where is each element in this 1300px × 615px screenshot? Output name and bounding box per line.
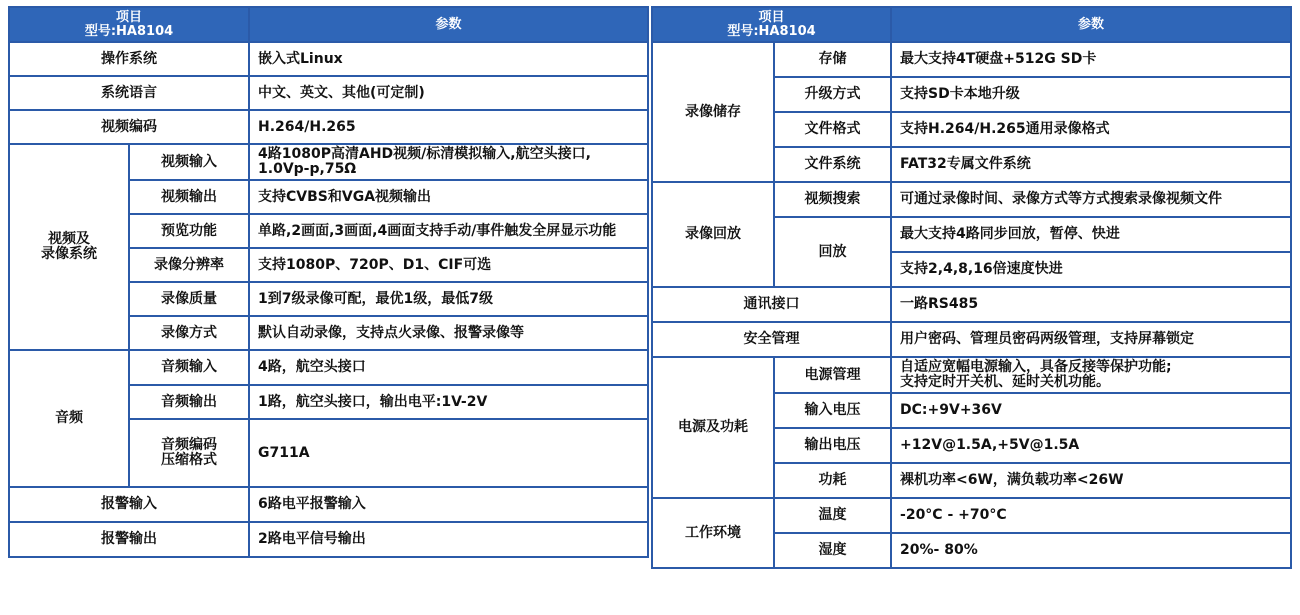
- table-row: [652, 42, 1291, 77]
- table-row: [9, 144, 648, 180]
- row-value: 一路RS485: [891, 287, 1291, 322]
- header-model-label: 型号:HA8104: [727, 23, 816, 39]
- row-label: 湿度: [774, 533, 891, 568]
- header-param-cell: 参数: [249, 7, 648, 42]
- table-row: [652, 498, 1291, 533]
- row-label: 存储: [774, 42, 891, 77]
- group-label-video: [9, 144, 129, 350]
- row-value: G711A: [249, 419, 648, 487]
- row-label: 预览功能: [129, 214, 249, 248]
- row-label: 输入电压: [774, 393, 891, 428]
- row-value: -20°C - +70°C: [891, 498, 1291, 533]
- row-value: 20%- 80%: [891, 533, 1291, 568]
- row-label: 视频编码: [9, 110, 249, 144]
- row-value: 支持2,4,8,16倍速度快进: [891, 252, 1291, 287]
- header-row: [9, 7, 648, 42]
- row-value: 用户密码、管理员密码两级管理，支持屏幕锁定: [891, 322, 1291, 357]
- row-label: 操作系统: [9, 42, 249, 76]
- row-value: 支持CVBS和VGA视频输出: [249, 180, 648, 214]
- header-item-cell: [9, 7, 249, 42]
- table-row: [9, 42, 648, 76]
- row-value: 可通过录像时间、录像方式等方式搜索录像视频文件: [891, 182, 1291, 217]
- header-param-cell: 参数: [891, 7, 1291, 42]
- table-row: [652, 182, 1291, 217]
- row-value: 1到7级录像可配，最优1级，最低7级: [249, 282, 648, 316]
- group-label-audio: 音频: [9, 350, 129, 487]
- group-label-environment: 工作环境: [652, 498, 774, 568]
- row-label: 视频搜索: [774, 182, 891, 217]
- row-label: 音频输出: [129, 385, 249, 419]
- group-label-storage: 录像储存: [652, 42, 774, 182]
- row-value: 嵌入式Linux: [249, 42, 648, 76]
- row-label: 通讯接口: [652, 287, 891, 322]
- header-row: [652, 7, 1291, 42]
- table-row: [9, 350, 648, 385]
- row-label: 文件格式: [774, 112, 891, 147]
- row-value: 1路，航空头接口，输出电平:1V-2V: [249, 385, 648, 419]
- row-value: +12V@1.5A,+5V@1.5A: [891, 428, 1291, 463]
- row-value: 2路电平信号输出: [249, 522, 648, 557]
- row-value: 默认自动录像，支持点火录像、报警录像等: [249, 316, 648, 350]
- row-label: 回放: [774, 217, 891, 287]
- row-label: 电源管理: [774, 357, 891, 393]
- row-label: 报警输入: [9, 487, 249, 522]
- value-line: 自适应宽幅电源输入，具备反接等保护功能;: [900, 359, 1172, 375]
- right-spec-table: [651, 6, 1292, 569]
- table-row: [9, 76, 648, 110]
- table-row: [652, 322, 1291, 357]
- table-row: [9, 522, 648, 557]
- value-line: 1.0Vp-p,75Ω: [258, 161, 357, 177]
- row-value: 中文、英文、其他(可定制): [249, 76, 648, 110]
- row-value: H.264/H.265: [249, 110, 648, 144]
- row-label: 温度: [774, 498, 891, 533]
- row-value: 最大支持4路同步回放，暂停、快进: [891, 217, 1291, 252]
- value-line: 支持定时开关机、延时关机功能。: [900, 374, 1111, 390]
- row-label: 音频输入: [129, 350, 249, 385]
- row-label: 系统语言: [9, 76, 249, 110]
- header-item-label: 项目: [116, 9, 143, 25]
- label-line: 音频编码: [161, 437, 217, 453]
- row-value: 支持H.264/H.265通用录像格式: [891, 112, 1291, 147]
- row-label: 视频输入: [129, 144, 249, 180]
- table-row: [9, 487, 648, 522]
- row-value: 6路电平报警输入: [249, 487, 648, 522]
- row-value: 裸机功率<6W，满负载功率<26W: [891, 463, 1291, 498]
- row-value: 最大支持4T硬盘+512G SD卡: [891, 42, 1291, 77]
- row-label: 录像方式: [129, 316, 249, 350]
- row-value: [249, 144, 648, 180]
- row-label: [129, 419, 249, 487]
- group-label-playback: 录像回放: [652, 182, 774, 287]
- row-value: FAT32专属文件系统: [891, 147, 1291, 182]
- row-label: 文件系统: [774, 147, 891, 182]
- group-label-line: 视频及: [48, 231, 90, 247]
- row-value: DC:+9V+36V: [891, 393, 1291, 428]
- header-item-cell: [652, 7, 891, 42]
- row-value: 单路,2画面,3画面,4画面支持手动/事件触发全屏显示功能: [249, 214, 648, 248]
- row-value: 支持SD卡本地升级: [891, 77, 1291, 112]
- row-label: 升级方式: [774, 77, 891, 112]
- table-row: [652, 357, 1291, 393]
- row-label: 视频输出: [129, 180, 249, 214]
- group-label-power: 电源及功耗: [652, 357, 774, 498]
- row-label: 录像质量: [129, 282, 249, 316]
- row-value: [891, 357, 1291, 393]
- row-label: 功耗: [774, 463, 891, 498]
- header-item-label: 项目: [758, 9, 785, 25]
- left-spec-table: [8, 6, 649, 558]
- row-value: 4路，航空头接口: [249, 350, 648, 385]
- row-label: 录像分辨率: [129, 248, 249, 282]
- row-label: 报警输出: [9, 522, 249, 557]
- row-value: 支持1080P、720P、D1、CIF可选: [249, 248, 648, 282]
- table-row: [9, 110, 648, 144]
- group-label-line: 录像系统: [41, 246, 97, 262]
- row-label: 安全管理: [652, 322, 891, 357]
- header-model-label: 型号:HA8104: [84, 23, 174, 39]
- table-row: [652, 287, 1291, 322]
- row-label: 输出电压: [774, 428, 891, 463]
- value-line: 4路1080P高清AHD视频/标清模拟输入,航空头接口,: [258, 146, 591, 162]
- label-line: 压缩格式: [161, 452, 217, 468]
